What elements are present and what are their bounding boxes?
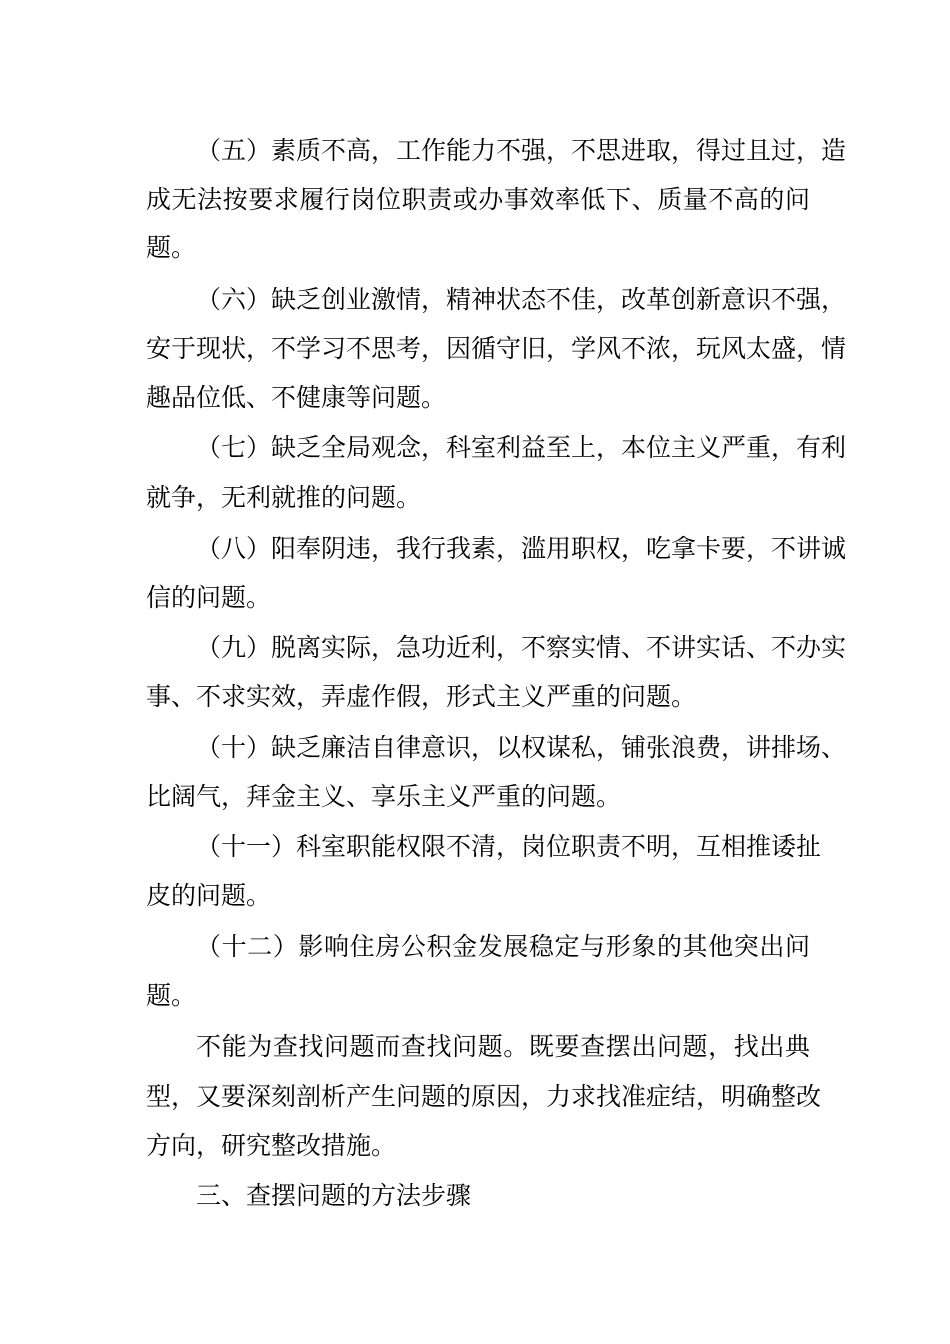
paragraph-6-line-3: 趣品位低、不健康等问题。 <box>146 383 447 412</box>
paragraph-10-line-2: 比阔气，拜金主义、享乐主义严重的问题。 <box>146 782 622 811</box>
paragraph-8-line-1: （八）阳奉阴违，我行我素，滥用职权，吃拿卡要，不讲诚 <box>196 534 847 563</box>
paragraph-13-line-2: 型，又要深刻剖析产生问题的原因，力求找准症结，明确整改 <box>146 1082 822 1111</box>
paragraph-5-line-2: 成无法按要求履行岗位职责或办事效率低下、质量不高的问 <box>146 185 810 214</box>
paragraph-11-line-1: （十一）科室职能权限不清，岗位职责不明，互相推诿扯 <box>196 832 822 861</box>
paragraph-10-line-1: （十）缺乏廉洁自律意识，以权谋私，铺张浪费，讲排场、 <box>196 733 847 762</box>
paragraph-11-line-2: 皮的问题。 <box>146 881 272 910</box>
paragraph-13-line-3: 方向，研究整改措施。 <box>146 1131 397 1160</box>
paragraph-9-line-1: （九）脱离实际，急功近利，不察实情、不讲实话、不办实 <box>196 633 847 662</box>
paragraph-7-line-2: 就争，无利就推的问题。 <box>146 483 422 512</box>
paragraph-6-line-1: （六）缺乏创业激情，精神状态不佳，改革创新意识不强， <box>196 285 847 314</box>
section-heading-3: 三、查摆问题的方法步骤 <box>196 1181 472 1210</box>
paragraph-5-line-1: （五）素质不高，工作能力不强，不思进取，得过且过，造 <box>196 136 847 165</box>
paragraph-6-line-2: 安于现状，不学习不思考，因循守旧，学风不浓，玩风太盛，情 <box>146 334 847 363</box>
paragraph-12-line-2: 题。 <box>146 981 197 1010</box>
paragraph-9-line-2: 事、不求实效，弄虚作假，形式主义严重的问题。 <box>146 682 697 711</box>
paragraph-12-line-1: （十二）影响住房公积金发展稳定与形象的其他突出问 <box>196 932 810 961</box>
paragraph-8-line-2: 信的问题。 <box>146 583 272 612</box>
paragraph-5-line-3: 题。 <box>146 233 197 262</box>
paragraph-13-line-1: 不能为查找问题而查找问题。既要查摆出问题，找出典 <box>196 1032 810 1061</box>
paragraph-7-line-1: （七）缺乏全局观念，科室利益至上，本位主义严重，有利 <box>196 433 847 462</box>
